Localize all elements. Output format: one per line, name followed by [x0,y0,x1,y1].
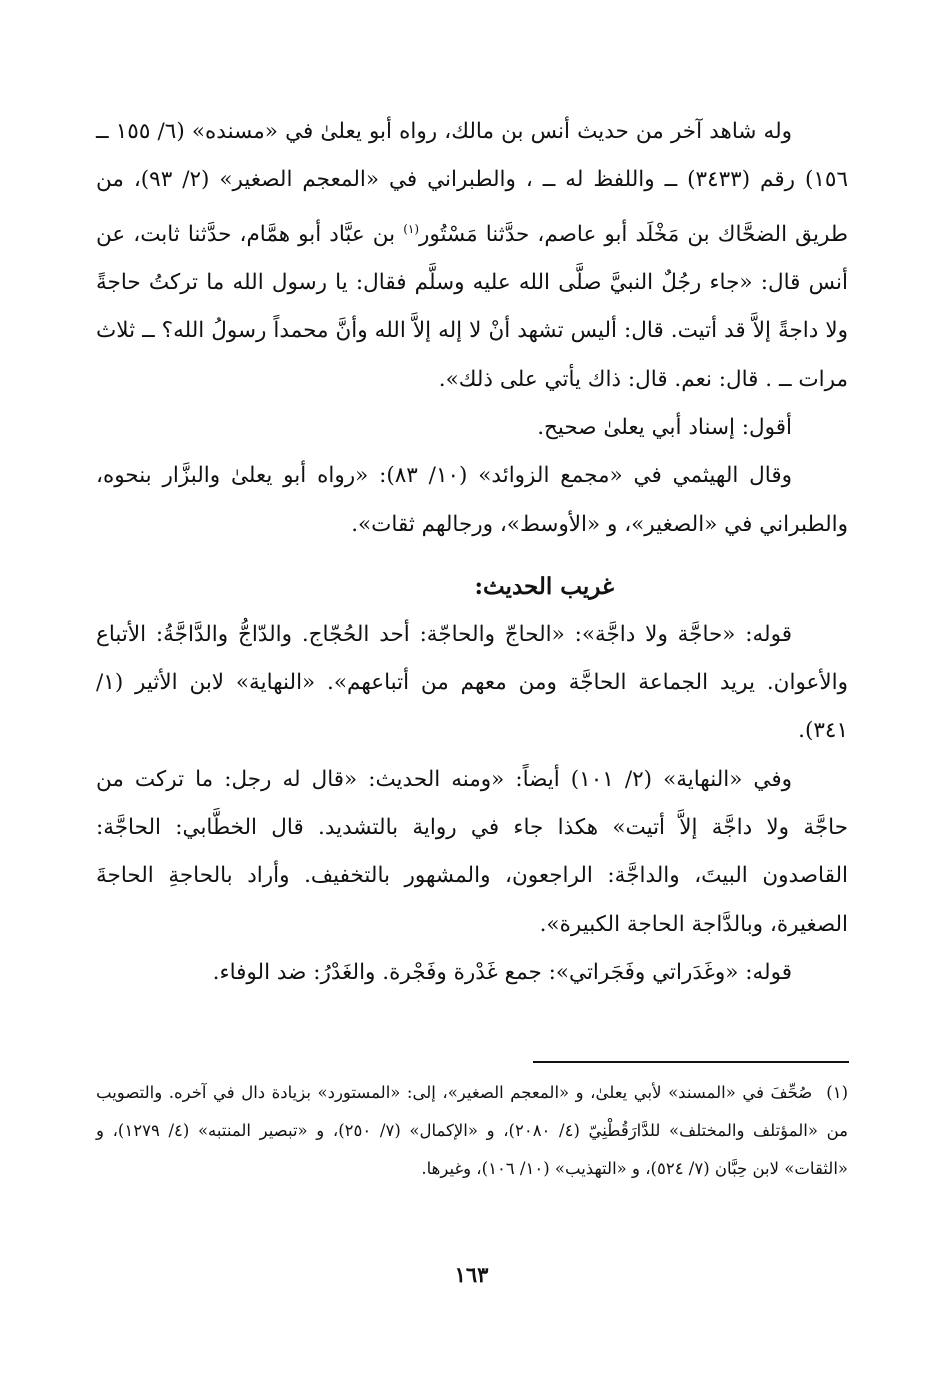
paragraph-3: وقال الهيثمي في «مجمع الزوائد» (١٠/ ٨٣): «رواه أبو يعلىٰ والبزَّار بنحوه، والطبراني في «الصغير»، و «الأوسط»، ورجالهم ثقات». [96,463,848,537]
paragraph-1 [96,108,848,404]
main-text [96,108,848,997]
footnote-ref[interactable]: (١) [403,221,420,236]
footnote-number: (١) [826,1083,848,1102]
footnote-text: صُحِّفَ في «المسند» لأبي يعلىٰ، و «المعجم الصغير»، إلى: «المستورد» بزيادة دال في آخره. والتصويب من «المؤتلف والمختلف» للدَّارَقُطْنِيّ (٤/ ٢٠٨٠)، و «الإكمال» (٧/ ٢٥٠)، و «تبصير المنتبه» (٤/ ١٢٧٩)، و «الثقات» لابن حِبَّان (٧/ ٥٢٤)، و «التهذيب» (١٠/ ١٠٦)، وغيرها. [96,1083,848,1178]
paragraph-5: وفي «النهاية» (٢/ ١٠١) أيضاً: «ومنه الحديث: «قال له رجل: ما تركت من حاجَّة ولا داجَّة إلاَّ أتيت» هكذا جاء في رواية بالتشديد. قال الخطَّابي: الحاجَّة: القاصدون البيتَ، والداجَّة: الراجعون، والمشهور بالتخفيف. وأراد بالحاجةِ الحاجةَ الصغيرة، وبالدَّاجة الحاجة الكبيرة». [96,766,848,937]
page-number: ١٦٣ [454,1262,489,1287]
paragraph-4: قوله: «حاجَّة ولا داجَّة»: «الحاجّ والحاجّة: أحد الحُجّاج. والدّاجُّ والدَّاجَّةُ: الأتباع والأعوان. يريد الجماعة الحاجَّة ومن معهم من أتباعهم». «النهاية» لابن الأثير (١/ ٣٤١). [96,621,848,744]
paragraph-6: قوله: «وغَدَراتي وفَجَراتي»: جمع غَدْرة وفَجْرة. والغَدْرُ: ضد الوفاء. [212,959,792,985]
footnote-1 [96,1074,848,1188]
paragraph-1-text: وله شاهد آخر من حديث أنس بن مالك، رواه أبو يعلىٰ في «مسنده» (٦/ ١٥٥ ــ ١٥٦) رقم (٣٤٣٣) ــ واللفظ له ــ ، والطبراني في «المعجم الصغير» (٢/ ٩٣)، من طريق الضحَّاك بن مَخْلَد أبو عاصم، حدَّثنا مَسْتُور [96,119,849,247]
section-heading: غريب الحديث: [474,572,614,600]
footnotes [96,1074,848,1188]
paragraph-2: أقول: إسناد أبي يعلىٰ صحيح. [537,414,792,440]
paragraph-1-tail: بن عبَّاد أبو همَّام، حدَّثنا ثابت، عن أنس قال: «جاء رجُلٌ النبيَّ صلَّى الله عليه وسلَّم فقال: يا رسول الله ما تركتُ حاجةً ولا داجةً إلاَّ قد أتيت. قال: أليس تشهد أنْ لا إله إلاَّ الله وأنَّ محمداً رسولُ الله؟ ــ ثلاث مرات ــ . قال: نعم. قال: ذاك يأتي على ذلك». [96,221,848,392]
footnote-separator [533,1061,849,1063]
